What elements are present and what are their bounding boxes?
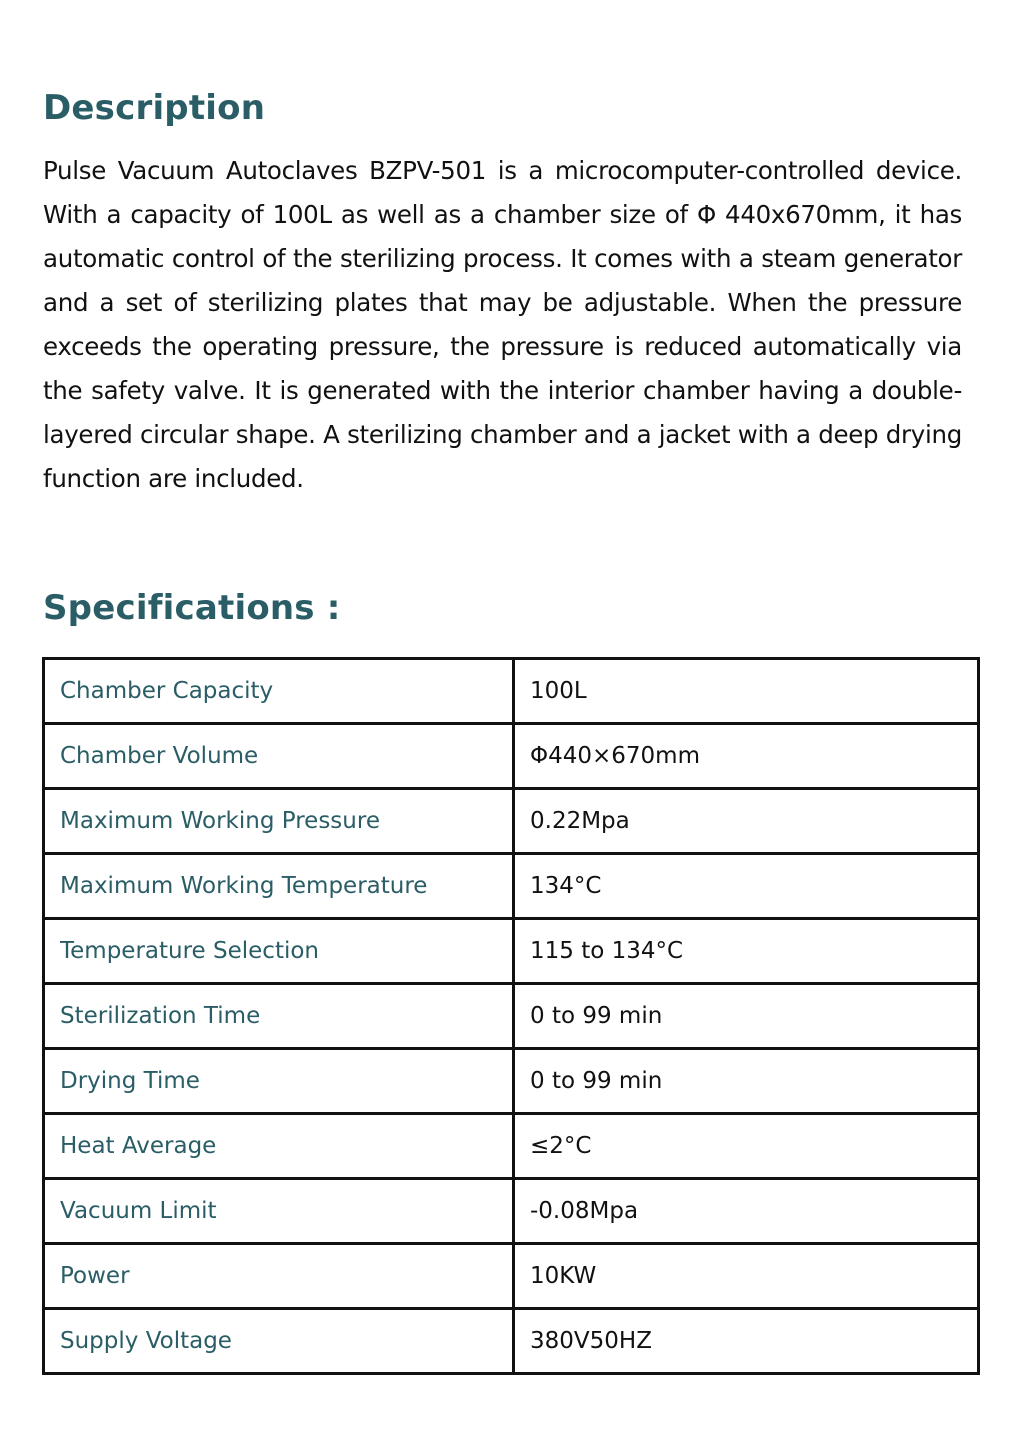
description-heading: Description <box>43 88 266 128</box>
table-row <box>44 1309 979 1374</box>
table-row <box>44 1049 979 1114</box>
spec-label: Chamber Volume <box>44 724 514 789</box>
spec-value: 100L <box>514 659 979 724</box>
spec-label: Drying Time <box>44 1049 514 1114</box>
spec-value: 0 to 99 min <box>514 1049 979 1114</box>
table-row <box>44 724 979 789</box>
specifications-heading: Specifications : <box>43 588 341 628</box>
spec-label: Vacuum Limit <box>44 1179 514 1244</box>
spec-value: -0.08Mpa <box>514 1179 979 1244</box>
spec-value: 0 to 99 min <box>514 984 979 1049</box>
spec-label: Sterilization Time <box>44 984 514 1049</box>
table-row <box>44 919 979 984</box>
spec-value: ≤2°C <box>514 1114 979 1179</box>
spec-value: 134°C <box>514 854 979 919</box>
spec-value: 10KW <box>514 1244 979 1309</box>
table-row <box>44 984 979 1049</box>
table-row <box>44 1244 979 1309</box>
description-paragraph: Pulse Vacuum Autoclaves BZPV-501 is a microcomputer-controlled device. With a capacity of 100L as well as a chamber size of Φ 440x670mm, it has automatic control of the sterilizing process. It comes with a steam generator and a set of sterilizing plates that may be adjustable. When the pressure exceeds the operating pressure, the pressure is reduced automatically via the safety valve. It is generated with the interior chamber having a double-layered circular shape. A sterilizing chamber and a jacket with a deep drying function are included. <box>43 156 962 493</box>
spec-value: 0.22Mpa <box>514 789 979 854</box>
spec-label: Maximum Working Temperature <box>44 854 514 919</box>
spec-label: Heat Average <box>44 1114 514 1179</box>
table-row <box>44 854 979 919</box>
specifications-table-body <box>44 659 979 1374</box>
table-row <box>44 1179 979 1244</box>
table-row <box>44 1114 979 1179</box>
specifications-table <box>42 657 980 1375</box>
spec-value: Φ440×670mm <box>514 724 979 789</box>
table-row <box>44 789 979 854</box>
spec-label: Power <box>44 1244 514 1309</box>
spec-label: Temperature Selection <box>44 919 514 984</box>
table-row <box>44 659 979 724</box>
spec-label: Supply Voltage <box>44 1309 514 1374</box>
spec-value: 380V50HZ <box>514 1309 979 1374</box>
spec-value: 115 to 134°C <box>514 919 979 984</box>
spec-label: Maximum Working Pressure <box>44 789 514 854</box>
spec-label: Chamber Capacity <box>44 659 514 724</box>
